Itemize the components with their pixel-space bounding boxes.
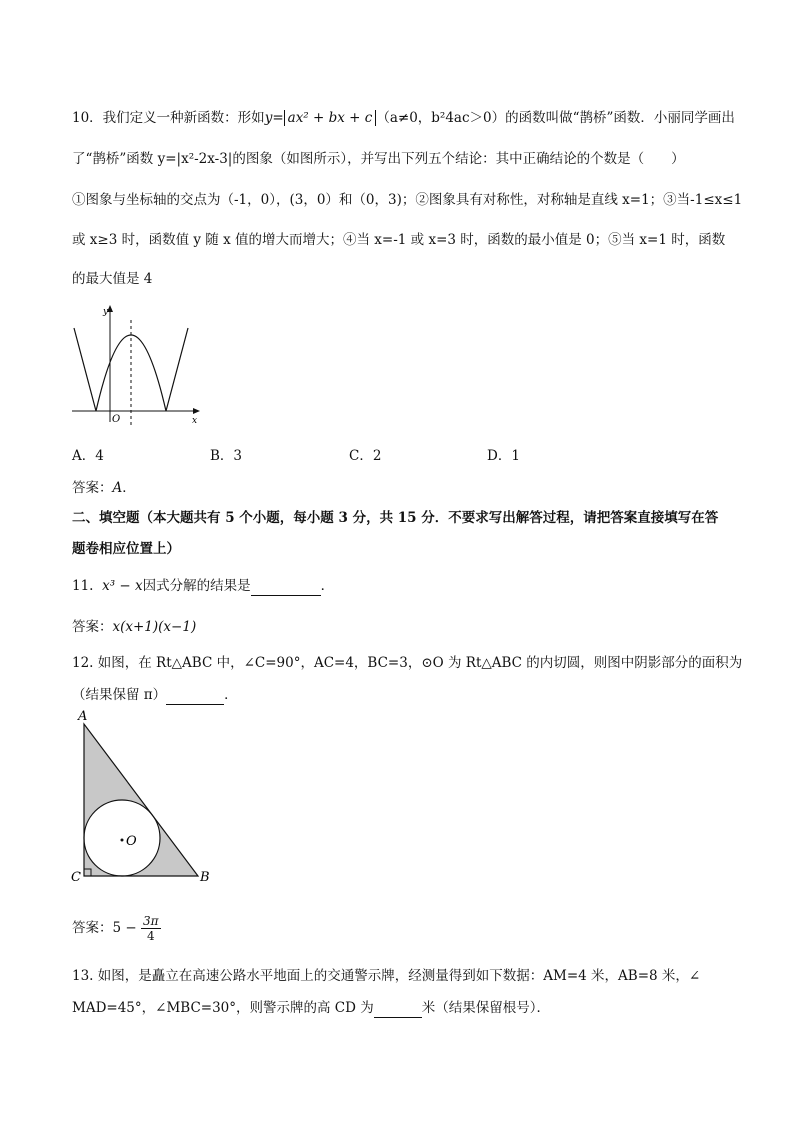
q12-answer-fraction [141,914,161,943]
q12-note: （结果保留 π） [72,687,167,703]
curve-right-branch [166,328,188,411]
q10-line-4: 或 x≥3 时，函数值 y 随 x 值的增大而增大；④当 x=-1 或 x=3 时，函数的最小值是 0；⑤当 x=1 时，函数 [72,232,726,248]
q10-line-5: 的最大值是 4 [72,271,153,287]
q13-text: MAD=45°，∠MBC=30°，则警示牌的高 CD 为 [72,1000,374,1016]
curve-left-branch [74,328,96,411]
option-d: D．1 [487,448,520,464]
q12-triangle-figure [70,708,220,890]
fraction-denominator: 4 [146,929,155,943]
label-c: C [71,870,81,885]
q11-line [72,577,334,596]
origin-label: O [112,414,121,425]
option-b: B．3 [210,448,243,464]
q10-abs-expression: ax² + bx + c [284,110,377,126]
q12-answer [72,910,161,946]
q11-expression: x³ − x [102,578,143,594]
q13-line-2 [72,999,550,1018]
q11-text: 因式分解的结果是 [142,578,251,594]
q13-end: 米（结果保留根号）． [421,1000,550,1016]
x-axis-label: x [192,416,198,426]
option-c: C．2 [349,448,382,464]
label-o: O [126,834,137,849]
answer-value: A [112,480,123,496]
answer-suffix: ． [122,480,136,496]
q10-eq: = [272,110,284,126]
label-a: A [78,709,88,724]
fraction-numerator: 3π [143,914,159,928]
answer-prefix: 答案： [72,920,113,936]
center-dot [121,839,124,842]
label-b: B [200,870,210,885]
q11-answer-value: x(x+1)(x−1) [112,619,197,635]
answer-prefix: 答案： [72,619,113,635]
option-a: A．4 [72,448,104,464]
q10-condition: （a≠0，b²4ac＞0）的函数叫做“鹊桥”函数．小丽同学画出 [376,110,735,126]
x-axis-arrow [193,408,200,414]
q11-answer-blank [251,577,321,596]
section2-heading-line-1: 二、填空题（本大题共有 5 个小题，每小题 3 分，共 15 分．不要求写出解答过程，请把答案直接填写在答 [72,510,719,526]
q11-number: 11. [72,578,94,594]
q10-line-3: ①图象与坐标轴的交点为（-1，0），(3，0）和（0，3)；②图象具有对称性，对称轴是直线 x=1；③当-1≤x≤1 [72,192,743,208]
q12-end: ． [224,687,238,703]
q13-answer-blank [374,999,422,1018]
q10-line-1 [72,109,735,127]
q13-line-1: 13. 如图，是矗立在高速公路水平地面上的交通警示牌，经测量得到如下数据：AM=4 米，AB=8 米，∠ [72,968,701,984]
q12-answer-blank [166,686,224,705]
q12-line-1: 12. 如图，在 Rt△ABC 中，∠C=90°，AC=4，BC=3，⊙O 为 Rt△ABC 的内切圆，则图中阴影部分的面积为 [72,655,743,671]
q11-end: ． [320,578,335,594]
q10-intro: 10．我们定义一种新函数：形如 [72,110,265,126]
section2-heading-line-2: 题卷相应位置上） [72,541,180,557]
q10-line-2: 了“鹊桥”函数 y=|x²-2x-3|的图象（如图所示），并写出下列五个结论：其中正确结论的个数是（ ） [72,151,685,167]
q10-y: y [264,110,273,126]
q10-function-graph [66,302,206,426]
y-axis-label: y [103,307,109,317]
answer-prefix: 答案： [72,480,113,496]
q11-answer [72,618,196,636]
q12-answer-lead: 5 − [112,920,137,936]
q12-line-2 [72,686,238,705]
q10-answer [72,479,136,497]
